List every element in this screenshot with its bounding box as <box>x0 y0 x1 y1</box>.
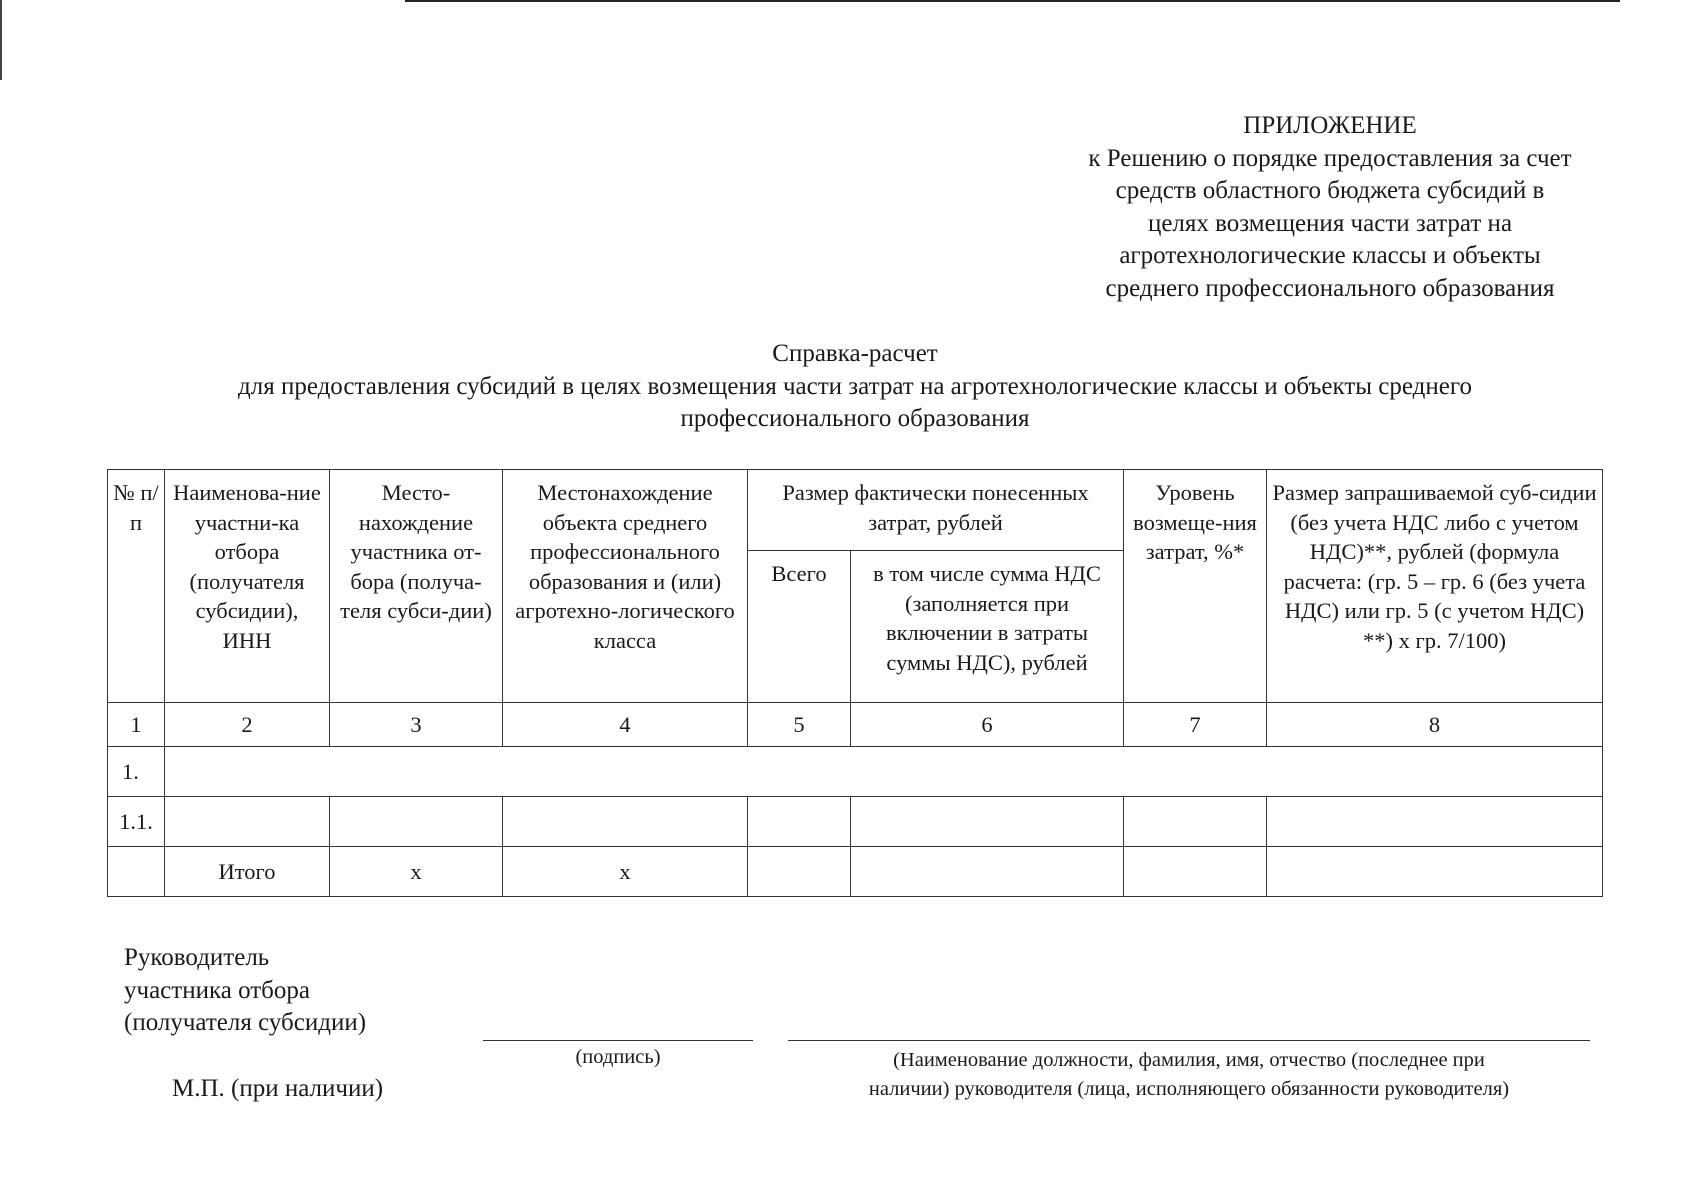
signature-line <box>483 1040 753 1041</box>
column-number: 6 <box>851 703 1124 747</box>
document-subtitle-line: профессионального образования <box>680 405 1030 432</box>
appendix-line: среднего профессионального образования <box>1105 274 1555 302</box>
scan-edge-mark <box>0 0 2 80</box>
table-row <box>108 797 1603 847</box>
signatory-line: Руководитель <box>124 944 270 971</box>
appendix-line: к Решению о порядке предоставления за счет <box>1088 144 1572 172</box>
table-cell <box>851 797 1124 847</box>
row-number: 1. <box>108 747 165 797</box>
column-number: 1 <box>108 703 165 747</box>
column-number: 7 <box>1124 703 1267 747</box>
name-caption <box>788 1046 1590 1104</box>
table-cell <box>1124 847 1267 897</box>
header-requested-subsidy: Размер запрашиваемой суб-сидии (без учета НДС либо с учетом НДС)**, рублей (формула расчета: (гр. 5 – гр. 6 (без учета НДС) или гр. 5 (с учетом НДС) **) х гр. 7/100) <box>1267 470 1603 703</box>
table-cell <box>330 797 503 847</box>
column-numbers-row <box>108 703 1603 747</box>
table-cell <box>748 797 851 847</box>
table-cell <box>165 797 330 847</box>
table-cell <box>1124 797 1267 847</box>
table-cell <box>1267 847 1603 897</box>
total-label: Итого <box>165 847 330 897</box>
document-heading: Справка-расчет <box>772 340 938 367</box>
column-number: 2 <box>165 703 330 747</box>
stamp-label: М.П. (при наличии) <box>172 1075 384 1102</box>
calculation-table <box>107 469 1603 897</box>
name-line <box>788 1040 1590 1041</box>
table-cell <box>108 847 165 897</box>
row-number: 1.1. <box>108 797 165 847</box>
header-num: № п/п <box>108 470 165 703</box>
signatory-line: участника отбора <box>124 976 310 1004</box>
scan-edge-line <box>405 0 1620 2</box>
document-title <box>120 338 1590 436</box>
table-cell <box>851 847 1124 897</box>
header-participant-location: Место-нахождение участника от-бора (получа-теля субси-дии) <box>330 470 503 703</box>
column-number: 8 <box>1267 703 1603 747</box>
header-costs-vat: в том числе сумма НДС (заполняется при включении в затраты суммы НДС), рублей <box>851 551 1124 703</box>
document-subtitle-line: для предоставления субсидий в целях возмещения части затрат на агротехнологические классы и объекты среднего <box>238 372 1472 400</box>
table-cell <box>748 847 851 897</box>
header-participant-name: Наименова-ние участни-ка отбора (получателя субсидии), ИНН <box>165 470 330 703</box>
header-object-location: Местонахождение объекта среднего профессионального образования и (или) агротехно-логического класса <box>503 470 748 703</box>
appendix-title: ПРИЛОЖЕНИЕ <box>1243 112 1417 139</box>
appendix-line: средств областного бюджета субсидий в <box>1115 177 1545 204</box>
appendix-line: агротехнологические классы и объекты <box>1119 242 1541 269</box>
table-cell <box>1267 797 1603 847</box>
signature-caption: (подпись) <box>575 1046 661 1068</box>
total-row <box>108 847 1603 897</box>
appendix-line: целях возмещения части затрат на <box>1147 209 1513 237</box>
total-object-location-mark: х <box>503 847 748 897</box>
row-merged-cell <box>165 747 1603 797</box>
column-number: 5 <box>748 703 851 747</box>
header-costs-total: Всего <box>748 551 851 703</box>
total-location-mark: х <box>330 847 503 897</box>
table-cell <box>503 797 748 847</box>
column-number: 4 <box>503 703 748 747</box>
header-costs-group: Размер фактически понесенных затрат, рублей <box>748 470 1124 551</box>
header-reimbursement-level: Уровень возмеще-ния затрат, %* <box>1124 470 1267 703</box>
signatory-label <box>124 942 366 1040</box>
name-caption-line: наличии) руководителя (лица, исполняющего обязанности руководителя) <box>868 1078 1510 1100</box>
appendix-block <box>1040 110 1620 305</box>
signatory-line: (получателя субсидии) <box>124 1009 367 1036</box>
table-row <box>108 747 1603 797</box>
name-caption-line: (Наименование должности, фамилия, имя, отчество (последнее при <box>893 1049 1485 1071</box>
column-number: 3 <box>330 703 503 747</box>
